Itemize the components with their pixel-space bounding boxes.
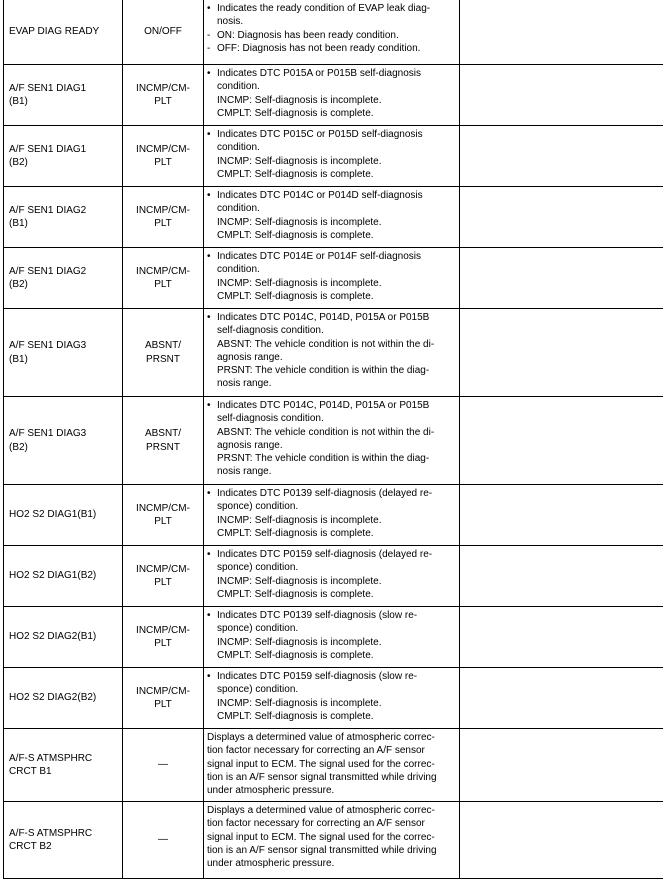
description-text: INCMP: Self-diagnosis is incomplete.	[217, 514, 382, 526]
value-line: ON/OFF	[144, 26, 182, 38]
description-text: signal input to ECM. The signal used for the correc-	[207, 758, 435, 770]
description-text: Indicates DTC P014C, P014D, P015A or P015B	[217, 400, 430, 411]
description-line	[207, 622, 459, 635]
description-line	[207, 229, 459, 242]
description-text: Indicates DTC P0139 self-diagnosis (delayed re-	[217, 488, 433, 499]
monitor-item-line: A/F SEN1 DIAG1	[9, 82, 87, 94]
monitor-item-line: (B2)	[9, 279, 28, 290]
description-line	[207, 80, 459, 93]
description-line	[207, 561, 459, 574]
value-line: PRSNT	[146, 353, 180, 365]
monitor-item-cell	[4, 729, 123, 802]
description-text: INCMP: Self-diagnosis is incomplete.	[217, 697, 382, 709]
reference-cell	[460, 397, 663, 485]
table-row	[4, 309, 663, 397]
description-text: signal input to ECM. The signal used for the correc-	[207, 831, 435, 843]
monitor-item-line: A/F-S ATMSPHRC	[9, 752, 93, 764]
bullet-icon: •	[207, 68, 211, 79]
description-cell	[204, 802, 460, 879]
value-line: INCMP/CM-	[136, 563, 190, 575]
description-line	[207, 844, 459, 857]
table-row	[4, 729, 663, 802]
description-text: CMPLT: Self-diagnosis is complete.	[217, 588, 374, 600]
description-cell	[204, 397, 460, 485]
description-line	[207, 744, 459, 757]
monitor-item-cell	[4, 397, 123, 485]
value-line: INCMP/CM-	[136, 624, 190, 636]
dash-icon: -	[207, 29, 211, 41]
monitor-item-cell	[4, 546, 123, 607]
description-text: Indicates DTC P0159 self-diagnosis (delayed re-	[217, 549, 433, 560]
description-text: under atmospheric pressure.	[207, 785, 335, 797]
bullet-icon: •	[207, 610, 211, 621]
table-row	[4, 546, 663, 607]
description-bullet	[207, 670, 459, 683]
description-line	[207, 857, 459, 870]
description-cell	[204, 546, 460, 607]
description-line	[207, 784, 459, 797]
description-text: CMPLT: Self-diagnosis is complete.	[217, 168, 374, 180]
description-bullet	[207, 548, 459, 561]
description-line	[207, 202, 459, 215]
value-line: —	[158, 759, 168, 771]
description-line	[207, 452, 459, 465]
bullet-icon: •	[207, 3, 211, 14]
description-cell	[204, 187, 460, 248]
value-cell	[123, 0, 204, 65]
description-line	[207, 527, 459, 540]
table-row	[4, 607, 663, 668]
monitor-item-cell	[4, 802, 123, 879]
value-cell	[123, 546, 204, 607]
bullet-icon: •	[207, 549, 211, 560]
description-text: condition.	[217, 264, 260, 276]
description-dash-item	[207, 29, 459, 42]
description-text: self-diagnosis condition.	[217, 325, 324, 337]
value-line: PLT	[154, 96, 172, 107]
description-line	[207, 697, 459, 710]
value-line: —	[158, 834, 168, 846]
monitor-item-cell	[4, 668, 123, 729]
value-cell	[123, 802, 204, 879]
description-line	[207, 588, 459, 601]
description-text: tion factor necessary for correcting an A/F sensor	[207, 745, 425, 757]
description-cell	[204, 309, 460, 397]
description-text: INCMP: Self-diagnosis is incomplete.	[217, 575, 382, 587]
value-line: PLT	[154, 279, 172, 290]
monitor-item-line: CRCT B1	[9, 766, 52, 777]
value-cell	[123, 309, 204, 397]
description-text: ON: Diagnosis has been ready condition.	[217, 29, 399, 41]
description-bullet	[207, 250, 459, 263]
value-line: PLT	[154, 577, 172, 588]
description-bullet	[207, 67, 459, 80]
description-line	[207, 277, 459, 290]
bullet-icon: •	[207, 129, 211, 140]
description-text: CMPLT: Self-diagnosis is complete.	[217, 649, 374, 661]
description-text: ABSNT: The vehicle condition is not within the di-	[217, 338, 435, 350]
description-text: Displays a determined value of atmospheric correc-	[207, 732, 435, 743]
bullet-icon: •	[207, 488, 211, 499]
description-text: INCMP: Self-diagnosis is incomplete.	[217, 277, 382, 289]
description-text: tion is an A/F sensor signal transmitted while driving	[207, 844, 437, 856]
description-line	[207, 377, 459, 390]
value-line: INCMP/CM-	[136, 685, 190, 697]
monitor-item-line: A/F SEN1 DIAG2	[9, 204, 87, 216]
value-line: INCMP/CM-	[136, 502, 190, 514]
value-line: ABSNT/	[144, 340, 182, 352]
value-line: INCMP/CM-	[136, 82, 190, 94]
description-line	[207, 683, 459, 696]
description-line	[207, 216, 459, 229]
description-text: Indicates DTC P015A or P015B self-diagnosis	[217, 68, 421, 79]
value-line: PLT	[154, 699, 172, 710]
description-text: CMPLT: Self-diagnosis is complete.	[217, 710, 374, 722]
description-dash-item	[207, 42, 459, 55]
value-cell	[123, 607, 204, 668]
reference-cell	[460, 0, 663, 65]
monitor-item-line: CRCT B2	[9, 841, 52, 852]
description-line	[207, 731, 459, 744]
monitor-item-line: A/F SEN1 DIAG3	[9, 340, 87, 352]
description-line	[207, 168, 459, 181]
description-text: CMPLT: Self-diagnosis is complete.	[217, 527, 374, 539]
value-cell	[123, 126, 204, 187]
description-text: tion is an A/F sensor signal transmitted while driving	[207, 771, 437, 783]
description-line	[207, 439, 459, 452]
description-text: INCMP: Self-diagnosis is incomplete.	[217, 94, 382, 106]
description-line	[207, 15, 459, 28]
reference-cell	[460, 309, 663, 397]
description-bullet	[207, 487, 459, 500]
monitor-item-line: A/F-S ATMSPHRC	[9, 827, 93, 839]
monitor-item-cell	[4, 309, 123, 397]
table-row	[4, 397, 663, 485]
value-cell	[123, 187, 204, 248]
monitor-item-line: (B1)	[9, 218, 28, 229]
description-line	[207, 412, 459, 425]
value-line: PLT	[154, 218, 172, 229]
reference-cell	[460, 126, 663, 187]
description-text: Indicates DTC P014C or P014D self-diagnosis	[217, 190, 423, 201]
description-text: INCMP: Self-diagnosis is incomplete.	[217, 636, 382, 648]
value-line: INCMP/CM-	[136, 204, 190, 216]
value-line: INCMP/CM-	[136, 143, 190, 155]
description-text: CMPLT: Self-diagnosis is complete.	[217, 290, 374, 302]
bullet-icon: •	[207, 400, 211, 411]
monitor-item-line: (B1)	[9, 96, 28, 107]
monitor-item-cell	[4, 248, 123, 309]
description-line	[207, 364, 459, 377]
description-line	[207, 351, 459, 364]
table-row	[4, 0, 663, 65]
description-line	[207, 710, 459, 723]
description-cell	[204, 65, 460, 126]
description-line	[207, 575, 459, 588]
description-bullet	[207, 128, 459, 141]
description-line	[207, 290, 459, 303]
description-text: Indicates DTC P015C or P015D self-diagnosis	[217, 129, 423, 140]
description-text: condition.	[217, 81, 260, 93]
bullet-icon: •	[207, 190, 211, 201]
description-bullet	[207, 2, 459, 15]
monitor-item-cell	[4, 65, 123, 126]
value-line: PLT	[154, 638, 172, 649]
description-text: INCMP: Self-diagnosis is incomplete.	[217, 216, 382, 228]
description-text: nosis.	[217, 16, 244, 28]
description-text: Indicates DTC P014E or P014F self-diagnosis	[217, 251, 421, 262]
description-text: under atmospheric pressure.	[207, 858, 335, 870]
bullet-icon: •	[207, 312, 211, 323]
table-row	[4, 187, 663, 248]
description-text: self-diagnosis condition.	[217, 413, 324, 425]
reference-cell	[460, 607, 663, 668]
reference-cell	[460, 248, 663, 309]
description-text: condition.	[217, 203, 260, 215]
monitor-item-line: HO2 S2 DIAG1(B2)	[9, 570, 97, 582]
value-line: INCMP/CM-	[136, 265, 190, 277]
description-text: sponce) condition.	[217, 684, 299, 696]
description-text: CMPLT: Self-diagnosis is complete.	[217, 229, 374, 241]
description-text: Indicates the ready condition of EVAP leak diag-	[217, 3, 431, 14]
monitor-item-line: EVAP DIAG READY	[9, 26, 100, 38]
value-cell	[123, 397, 204, 485]
bullet-icon: •	[207, 251, 211, 262]
table-row	[4, 65, 663, 126]
description-text: condition.	[217, 142, 260, 154]
monitor-item-line: HO2 S2 DIAG2(B1)	[9, 631, 97, 643]
description-line	[207, 338, 459, 351]
description-text: nosis range.	[217, 466, 272, 478]
monitor-item-line: (B2)	[9, 441, 28, 453]
description-text: INCMP: Self-diagnosis is incomplete.	[217, 155, 382, 167]
reference-cell	[460, 65, 663, 126]
monitor-item-cell	[4, 187, 123, 248]
reference-cell	[460, 187, 663, 248]
description-line	[207, 771, 459, 784]
description-bullet	[207, 399, 459, 412]
description-line	[207, 804, 459, 817]
description-bullet	[207, 189, 459, 202]
value-line: PLT	[154, 516, 172, 527]
description-text: CMPLT: Self-diagnosis is complete.	[217, 107, 374, 119]
description-text: agnosis range.	[217, 439, 283, 451]
description-text: Displays a determined value of atmospheric correc-	[207, 805, 435, 816]
description-line	[207, 263, 459, 276]
value-line: PLT	[154, 157, 172, 168]
description-text: OFF: Diagnosis has not been ready condition.	[217, 42, 421, 54]
monitor-item-line: (B2)	[9, 157, 28, 168]
description-line	[207, 94, 459, 107]
reference-cell	[460, 668, 663, 729]
monitor-item-line: HO2 S2 DIAG2(B2)	[9, 692, 97, 704]
reference-cell	[460, 546, 663, 607]
description-text: ABSNT: The vehicle condition is not within the di-	[217, 426, 435, 438]
description-text: agnosis range.	[217, 351, 283, 363]
description-text: PRSNT: The vehicle condition is within the diag-	[217, 365, 430, 377]
monitor-item-cell	[4, 607, 123, 668]
description-cell	[204, 126, 460, 187]
bullet-icon: •	[207, 671, 211, 682]
reference-cell	[460, 729, 663, 802]
monitor-item-line: HO2 S2 DIAG1(B1)	[9, 509, 97, 521]
dash-icon: -	[207, 42, 211, 54]
description-text: Indicates DTC P0139 self-diagnosis (slow re-	[217, 610, 418, 621]
table-row	[4, 485, 663, 546]
value-cell	[123, 485, 204, 546]
description-cell	[204, 607, 460, 668]
monitor-item-cell	[4, 126, 123, 187]
description-line	[207, 758, 459, 771]
monitor-item-cell	[4, 485, 123, 546]
reference-cell	[460, 485, 663, 546]
description-bullet	[207, 311, 459, 324]
description-line	[207, 649, 459, 662]
value-cell	[123, 65, 204, 126]
value-cell	[123, 729, 204, 802]
table-row	[4, 668, 663, 729]
description-line	[207, 465, 459, 478]
description-text: PRSNT: The vehicle condition is within the diag-	[217, 453, 430, 465]
description-line	[207, 500, 459, 513]
description-line	[207, 817, 459, 830]
description-line	[207, 141, 459, 154]
description-cell	[204, 729, 460, 802]
description-text: tion factor necessary for correcting an A/F sensor	[207, 818, 425, 830]
monitor-item-line: A/F SEN1 DIAG1	[9, 143, 87, 155]
description-line	[207, 155, 459, 168]
description-line	[207, 426, 459, 439]
description-text: Indicates DTC P014C, P014D, P015A or P015B	[217, 312, 430, 323]
description-cell	[204, 485, 460, 546]
value-cell	[123, 248, 204, 309]
description-text: sponce) condition.	[217, 623, 299, 635]
table-row	[4, 248, 663, 309]
monitor-item-table	[3, 0, 663, 879]
reference-cell	[460, 802, 663, 879]
description-cell	[204, 0, 460, 65]
description-line	[207, 324, 459, 337]
description-line	[207, 831, 459, 844]
monitor-item-cell	[4, 0, 123, 65]
value-line: PRSNT	[146, 441, 180, 453]
description-text: sponce) condition.	[217, 501, 299, 513]
monitor-item-line: A/F SEN1 DIAG3	[9, 428, 87, 440]
description-text: Indicates DTC P0159 self-diagnosis (slow re-	[217, 671, 418, 682]
value-cell	[123, 668, 204, 729]
description-cell	[204, 248, 460, 309]
description-cell	[204, 668, 460, 729]
description-line	[207, 514, 459, 527]
description-text: sponce) condition.	[217, 562, 299, 574]
value-line: ABSNT/	[144, 428, 182, 440]
description-bullet	[207, 609, 459, 622]
monitor-item-line: A/F SEN1 DIAG2	[9, 265, 87, 277]
description-line	[207, 107, 459, 120]
monitor-item-line: (B1)	[9, 353, 28, 365]
description-text: nosis range.	[217, 378, 272, 390]
table-row	[4, 802, 663, 879]
table-row	[4, 126, 663, 187]
description-line	[207, 636, 459, 649]
